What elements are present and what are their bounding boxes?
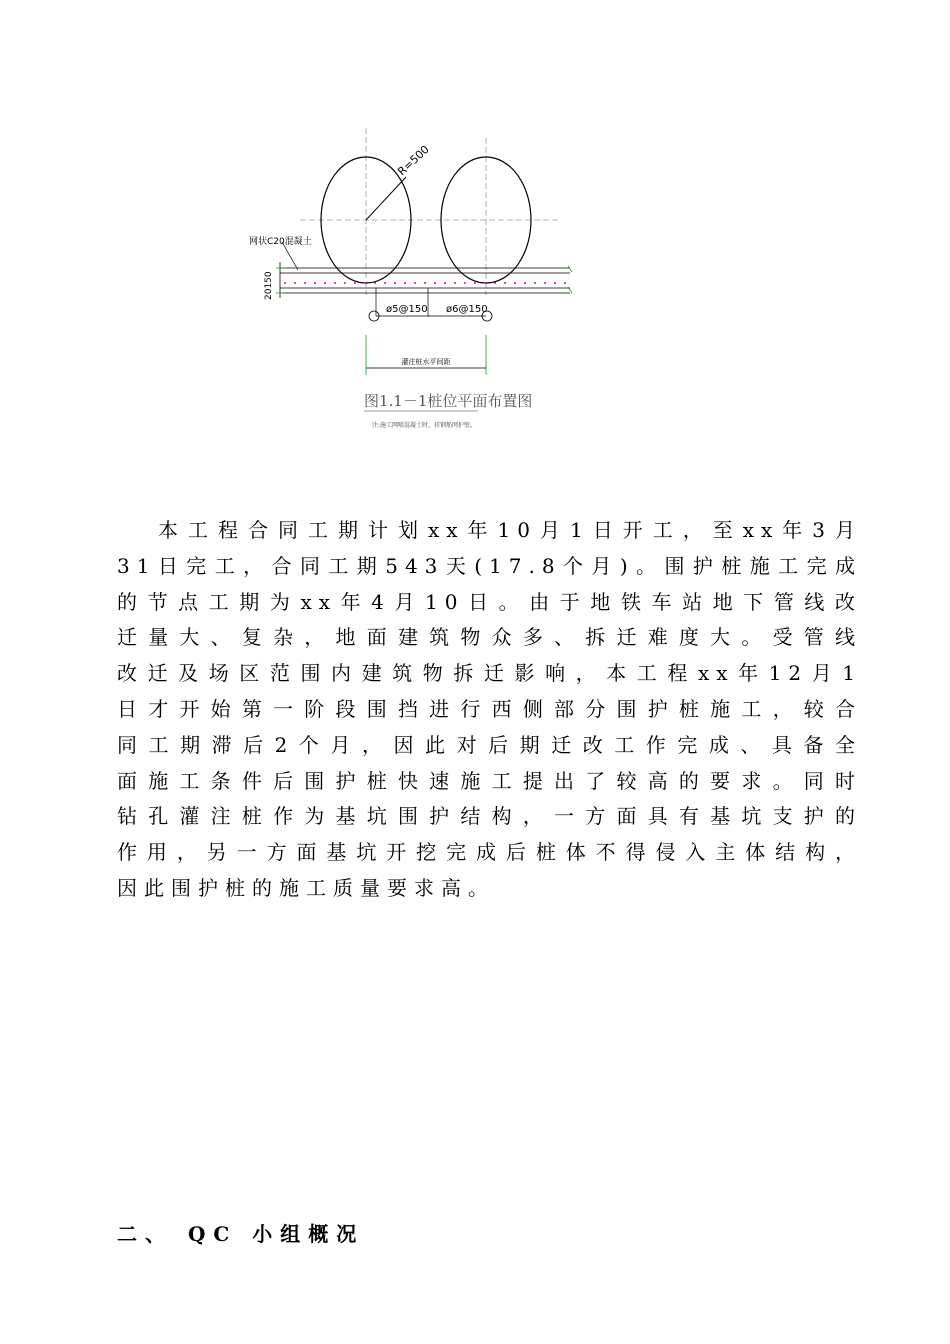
paragraph-line: 日才开始第一阶段围挡进行西侧部分围护桩施工，较合 [117,696,862,721]
rebar-right-label: ø6@150 [446,304,488,315]
paragraph-line: 改迁及场区范围内建筑物拆迁影响，本工程xx年12月1 [117,661,862,686]
paragraph-line: 迁量大、复杂，地面建筑物众多、拆迁难度大。受管线 [117,625,862,650]
paragraph-line: 的节点工期为xx年4月10日。由于地铁车站地下管线改 [117,589,862,614]
paragraph-line: 本工程合同工期计划xx年10月1日开工，至xx年3月 [158,518,862,542]
dim-left-label: 20150 [264,271,274,300]
figure-caption: 图1.1－1桩位平面布置图 [364,392,533,410]
rebar-left-label: ø5@150 [386,304,428,315]
body-paragraph [117,513,862,907]
pile-layout-figure [240,120,600,450]
section-heading: 二、 QC 小组概况 [117,1222,365,1246]
paragraph-line: 钻孔灌注桩作为基坑围护结构，一方面具有基坑支护的 [117,804,862,829]
concrete-label: 网状C20混凝土 [249,237,312,247]
radius-label: R=500 [395,142,432,179]
figure-note: 注:施工网喷混凝土时，挂钢筋网护壁。 [372,422,477,429]
pile-layout-drawing [240,120,600,450]
span-label: 灌注桩水平间距 [401,358,451,366]
paragraph-line: 面施工条件后围护桩快速施工提出了较高的要求。同时 [117,768,862,793]
paragraph-line: 因此围护桩的施工质量要求高。 [117,875,495,900]
paragraph-line: 31日完工，合同工期543天(17.8个月)。围护桩施工完成 [117,553,862,578]
paragraph-line: 同工期滞后2个月，因此对后期迁改工作完成、具备全 [117,732,862,757]
radius-line [366,177,406,220]
paragraph-line: 作用，另一方面基坑开挖完成后桩体不得侵入主体结构， [117,840,862,865]
